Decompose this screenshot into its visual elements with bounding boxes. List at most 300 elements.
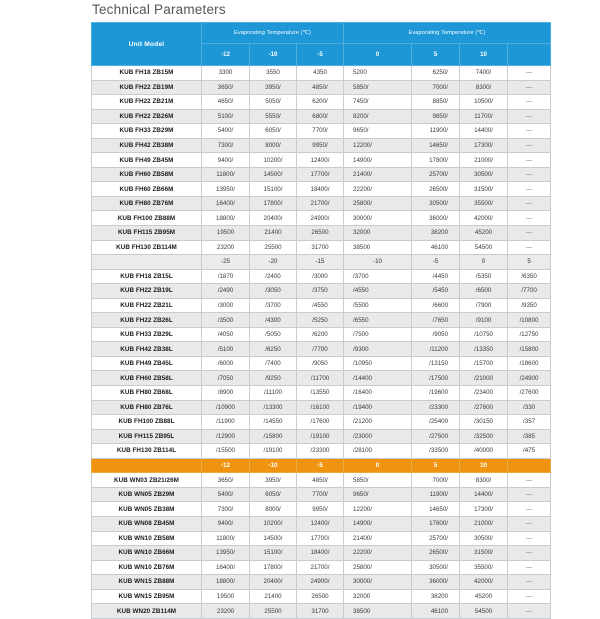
cell-value: /12750	[508, 327, 551, 342]
cell-value: 14900/	[344, 153, 412, 168]
cell-value: /475	[508, 444, 551, 459]
cell-value: /33500	[412, 444, 460, 459]
cell-value: 3950/	[250, 80, 297, 95]
cell-value: 35500/	[460, 196, 508, 211]
cell-unit-model: KUB WN15 ZB88M	[92, 575, 202, 590]
cell-value: 11800/	[202, 167, 250, 182]
cell-unit-model: KUB FH115 ZB95L	[92, 429, 202, 444]
cell-value: /9350	[508, 298, 551, 313]
header-tick-5: 10	[460, 44, 508, 66]
cell-value: 25700/	[412, 167, 460, 182]
cell-value: /6350	[508, 269, 551, 284]
cell-value: /9250	[250, 371, 297, 386]
table-row	[92, 196, 551, 211]
subheader-blank-model	[92, 255, 202, 270]
cell-value: 17800/	[412, 516, 460, 531]
table-row	[92, 589, 551, 604]
cell-unit-model: KUB WN10 ZB76M	[92, 560, 202, 575]
cell-value: 13950/	[202, 546, 250, 561]
cell-value: 42000/	[460, 575, 508, 590]
cell-unit-model: KUB FH60 ZB66M	[92, 182, 202, 197]
header-tick-4: 5	[412, 44, 460, 66]
cell-value: —	[508, 487, 551, 502]
table-row	[92, 66, 551, 81]
cell-value: /3000	[202, 298, 250, 313]
cell-value: —	[508, 124, 551, 139]
cell-value: /13300	[250, 400, 297, 415]
cell-unit-model: KUB WN15 ZB95M	[92, 589, 202, 604]
cell-value: 6050/	[250, 124, 297, 139]
table-row	[92, 560, 551, 575]
cell-unit-model: KUB WN03 ZB21/26M	[92, 473, 202, 488]
cell-value: 18400/	[297, 182, 344, 197]
cell-value: 38200	[412, 226, 460, 241]
cell-value: 22200/	[344, 546, 412, 561]
cell-value: 46100	[412, 240, 460, 255]
cell-value: /9100	[460, 313, 508, 328]
cell-value: /3000	[297, 269, 344, 284]
subheader-tick-row-orange	[92, 458, 551, 473]
cell-value: /27800	[460, 400, 508, 415]
table-row	[92, 342, 551, 357]
cell-value: 6800/	[297, 109, 344, 124]
cell-value: 25800/	[344, 196, 412, 211]
cell-value: 45200	[460, 226, 508, 241]
orange-tick-2: -5	[297, 458, 344, 473]
cell-value: 21700/	[297, 196, 344, 211]
cell-value: 45200	[460, 589, 508, 604]
cell-value: /10800	[508, 313, 551, 328]
cell-value: /9050	[412, 327, 460, 342]
cell-value: 42000/	[460, 211, 508, 226]
cell-value: 12200/	[344, 138, 412, 153]
cell-value: 23200	[202, 604, 250, 619]
cell-value: 25500	[250, 604, 297, 619]
cell-value: 7700/	[297, 487, 344, 502]
cell-unit-model: KUB FH80 ZB76L	[92, 400, 202, 415]
cell-unit-model: KUB FH22 ZB26L	[92, 313, 202, 328]
cell-value: 14400/	[460, 487, 508, 502]
cell-value: /14400	[344, 371, 412, 386]
cell-value: 17700/	[297, 167, 344, 182]
orange-tick-5: 10	[460, 458, 508, 473]
cell-value: 10500/	[460, 95, 508, 110]
table-row	[92, 502, 551, 517]
cell-value: 54500	[460, 240, 508, 255]
cell-value: —	[508, 80, 551, 95]
cell-value: 38200	[412, 589, 460, 604]
cell-value: —	[508, 516, 551, 531]
header-tick-1: -10	[250, 44, 297, 66]
cell-value: 24900/	[297, 575, 344, 590]
subheader-tick-2: -15	[297, 255, 344, 270]
cell-value: —	[508, 196, 551, 211]
cell-value: 19500	[202, 226, 250, 241]
cell-value: 30000/	[344, 575, 412, 590]
cell-value: 14400/	[460, 124, 508, 139]
cell-value: 9950/	[297, 138, 344, 153]
cell-value: /40000	[460, 444, 508, 459]
cell-value: /11700	[297, 371, 344, 386]
table-row	[92, 211, 551, 226]
cell-value: 17800/	[250, 560, 297, 575]
cell-value: /6250	[250, 342, 297, 357]
cell-value: 5100/	[202, 109, 250, 124]
cell-value: 12400/	[297, 516, 344, 531]
cell-unit-model: KUB FH100 ZB88M	[92, 211, 202, 226]
subheader-tick-5: 0	[460, 255, 508, 270]
header-group-evap-left: Evaporating Temperature (℃)	[202, 23, 344, 44]
cell-value: /15800	[508, 342, 551, 357]
cell-value: 21400/	[344, 531, 412, 546]
cell-value: 46100	[412, 604, 460, 619]
cell-value: /15800	[250, 429, 297, 444]
cell-unit-model: KUB FH18 ZB15M	[92, 66, 202, 81]
cell-value: 9950/	[297, 502, 344, 517]
cell-value: /6000	[202, 356, 250, 371]
cell-value: 9400/	[202, 153, 250, 168]
orange-tick-1: -10	[250, 458, 297, 473]
cell-value: —	[508, 211, 551, 226]
technical-parameters-table	[91, 22, 551, 619]
cell-value: 30500/	[412, 196, 460, 211]
cell-value: 4650/	[202, 95, 250, 110]
cell-value: 21700/	[297, 560, 344, 575]
cell-value: 25500	[250, 240, 297, 255]
cell-value: 21000/	[460, 153, 508, 168]
cell-unit-model: KUB FH80 ZB68L	[92, 386, 202, 401]
cell-value: 11900/	[412, 487, 460, 502]
cell-unit-model: KUB FH60 ZB58L	[92, 371, 202, 386]
cell-value: /16100	[297, 400, 344, 415]
cell-value: /13150	[412, 356, 460, 371]
cell-value: /11900	[202, 415, 250, 430]
cell-unit-model: KUB FH22 ZB21M	[92, 95, 202, 110]
table-row	[92, 516, 551, 531]
cell-value: 14650/	[412, 502, 460, 517]
header-tick-2: -5	[297, 44, 344, 66]
cell-unit-model: KUB FH130 ZB114M	[92, 240, 202, 255]
cell-value: /6550	[344, 313, 412, 328]
cell-unit-model: KUB FH100 ZB88L	[92, 415, 202, 430]
cell-value: 7300/	[202, 502, 250, 517]
cell-value: /27600	[508, 386, 551, 401]
table-row	[92, 95, 551, 110]
subheader-tick-0: -25	[202, 255, 250, 270]
cell-value: 4850/	[297, 80, 344, 95]
cell-value: /30150	[460, 415, 508, 430]
cell-value: /330	[508, 400, 551, 415]
cell-value: 20400/	[250, 211, 297, 226]
cell-unit-model: KUB FH22 ZB19L	[92, 284, 202, 299]
cell-value: /23300	[297, 444, 344, 459]
cell-value: 14500/	[250, 531, 297, 546]
cell-value: 4850/	[297, 473, 344, 488]
cell-value: 22200/	[344, 182, 412, 197]
cell-value: /6200	[297, 327, 344, 342]
cell-value: /9050	[297, 356, 344, 371]
cell-unit-model: KUB FH22 ZB21L	[92, 298, 202, 313]
table-row	[92, 269, 551, 284]
cell-value: /17500	[412, 371, 460, 386]
cell-value: /3050	[250, 284, 297, 299]
cell-unit-model: KUB FH49 ZB45M	[92, 153, 202, 168]
cell-value: 9850/	[412, 109, 460, 124]
cell-value: 9400/	[202, 516, 250, 531]
cell-value: /6500	[460, 284, 508, 299]
cell-value: —	[508, 589, 551, 604]
cell-unit-model: KUB WN05 ZB29M	[92, 487, 202, 502]
cell-value: 21400	[250, 589, 297, 604]
table-row	[92, 124, 551, 139]
cell-value: /18600	[508, 356, 551, 371]
orange-tick-4: 5	[412, 458, 460, 473]
orange-tick-3: 0	[344, 458, 412, 473]
cell-value: /25400	[412, 415, 460, 430]
cell-value: —	[508, 95, 551, 110]
cell-value: 4350	[297, 66, 344, 81]
cell-value: 5850/	[344, 473, 412, 488]
cell-unit-model: KUB FH60 ZB58M	[92, 167, 202, 182]
table-header-group-row	[92, 23, 551, 44]
cell-value: 17300/	[460, 502, 508, 517]
cell-value: —	[508, 109, 551, 124]
cell-value: /7650	[412, 313, 460, 328]
table-row	[92, 226, 551, 241]
cell-value: 25800/	[344, 560, 412, 575]
table-row	[92, 546, 551, 561]
cell-value: /7700	[508, 284, 551, 299]
table-row	[92, 473, 551, 488]
cell-value: 3550	[250, 66, 297, 81]
subheader-tick-4: -5	[412, 255, 460, 270]
cell-value: /357	[508, 415, 551, 430]
table-row	[92, 444, 551, 459]
cell-value: 3650/	[202, 473, 250, 488]
cell-unit-model: KUB FH130 ZB114L	[92, 444, 202, 459]
cell-value: /5050	[250, 327, 297, 342]
cell-value: 11800/	[202, 531, 250, 546]
cell-unit-model: KUB WN05 ZB38M	[92, 502, 202, 517]
cell-value: /8900	[202, 386, 250, 401]
cell-unit-model: KUB FH42 ZB38M	[92, 138, 202, 153]
cell-value: 7450/	[344, 95, 412, 110]
header-group-evap-right: Evaporating Temperature (℃)	[344, 23, 551, 44]
cell-value: 17700/	[297, 531, 344, 546]
cell-value: 54500	[460, 604, 508, 619]
cell-value: 31700	[297, 604, 344, 619]
cell-unit-model: KUB FH33 ZB29M	[92, 124, 202, 139]
cell-value: /10950	[344, 356, 412, 371]
cell-value: 32000	[344, 589, 412, 604]
cell-value: 8300/	[460, 80, 508, 95]
cell-value: 38500	[344, 604, 412, 619]
cell-value: /11200	[412, 342, 460, 357]
cell-value: 7000/	[412, 473, 460, 488]
cell-unit-model: KUB FH22 ZB26M	[92, 109, 202, 124]
orange-blank-model	[92, 458, 202, 473]
cell-value: 10200/	[250, 516, 297, 531]
cell-value: 15100/	[250, 546, 297, 561]
cell-value: 19500	[202, 589, 250, 604]
cell-value: 5200	[344, 66, 412, 81]
table-body	[92, 23, 551, 619]
cell-value: 8200/	[344, 109, 412, 124]
cell-value: 10200/	[250, 153, 297, 168]
cell-value: 26500/	[412, 182, 460, 197]
cell-value: /13350	[460, 342, 508, 357]
orange-tick-0: -12	[202, 458, 250, 473]
cell-value: 7700/	[297, 124, 344, 139]
cell-value: /5500	[344, 298, 412, 313]
cell-value: 26500/	[412, 546, 460, 561]
cell-value: 12400/	[297, 153, 344, 168]
cell-value: 30500/	[460, 167, 508, 182]
cell-value: 5400/	[202, 124, 250, 139]
cell-value: /23300	[412, 400, 460, 415]
cell-unit-model: KUB WN10 ZB58M	[92, 531, 202, 546]
cell-value: 35500/	[460, 560, 508, 575]
cell-value: /5350	[460, 269, 508, 284]
cell-value: 15100/	[250, 182, 297, 197]
cell-value: 20400/	[250, 575, 297, 590]
cell-value: /17600	[297, 415, 344, 430]
cell-value: /23000	[344, 429, 412, 444]
cell-value: /19100	[250, 444, 297, 459]
cell-value: 31500/	[460, 546, 508, 561]
cell-value: —	[508, 473, 551, 488]
cell-value: /2400	[250, 269, 297, 284]
cell-value: 18800/	[202, 211, 250, 226]
table-row	[92, 327, 551, 342]
cell-value: /4300	[250, 313, 297, 328]
cell-value: 36000/	[412, 211, 460, 226]
table-row	[92, 531, 551, 546]
cell-value: —	[508, 575, 551, 590]
cell-value: 21400	[250, 226, 297, 241]
cell-value: 25700/	[412, 531, 460, 546]
cell-value: 5400/	[202, 487, 250, 502]
table-row	[92, 284, 551, 299]
cell-value: /21200	[344, 415, 412, 430]
cell-value: 7000/	[412, 80, 460, 95]
cell-value: /5100	[202, 342, 250, 357]
table-row	[92, 356, 551, 371]
table-row	[92, 429, 551, 444]
cell-value: 11700/	[460, 109, 508, 124]
cell-value: 31700	[297, 240, 344, 255]
cell-value: /3700	[250, 298, 297, 313]
table-row	[92, 400, 551, 415]
cell-unit-model: KUB FH22 ZB19M	[92, 80, 202, 95]
cell-unit-model: KUB WN08 ZB45M	[92, 516, 202, 531]
cell-value: /7050	[202, 371, 250, 386]
header-tick-0: -12	[202, 44, 250, 66]
cell-value: 18400/	[297, 546, 344, 561]
cell-value: /13550	[297, 386, 344, 401]
page-title: Technical Parameters	[92, 2, 226, 17]
orange-tick-blank	[508, 458, 551, 473]
subheader-tick-6: 5	[508, 255, 551, 270]
cell-value: /6600	[412, 298, 460, 313]
cell-value: 3650/	[202, 80, 250, 95]
subheader-tick-1: -20	[250, 255, 297, 270]
cell-value: /4550	[344, 284, 412, 299]
header-unit-model: Unit Model	[92, 23, 202, 66]
cell-value: 5850/	[344, 80, 412, 95]
cell-value: 30500/	[412, 560, 460, 575]
cell-value: /21000	[460, 371, 508, 386]
cell-value: 6050/	[250, 487, 297, 502]
cell-value: 14500/	[250, 167, 297, 182]
cell-value: —	[508, 604, 551, 619]
cell-value: —	[508, 502, 551, 517]
cell-value: /10750	[460, 327, 508, 342]
cell-value: /7500	[344, 327, 412, 342]
cell-value: —	[508, 226, 551, 241]
cell-value: —	[508, 546, 551, 561]
cell-value: /10900	[202, 400, 250, 415]
cell-value: —	[508, 138, 551, 153]
cell-value: /14550	[250, 415, 297, 430]
cell-value: 8850/	[412, 95, 460, 110]
cell-value: /4450	[412, 269, 460, 284]
cell-value: 31500/	[460, 182, 508, 197]
cell-value: 8300/	[460, 473, 508, 488]
table-row	[92, 109, 551, 124]
cell-value: 30000/	[344, 211, 412, 226]
cell-unit-model: KUB FH42 ZB38L	[92, 342, 202, 357]
cell-value: /7700	[297, 342, 344, 357]
cell-value: /12900	[202, 429, 250, 444]
cell-value: —	[508, 167, 551, 182]
cell-value: 21000/	[460, 516, 508, 531]
technical-parameters-table-wrapper	[91, 22, 539, 619]
cell-unit-model: KUB FH49 ZB45L	[92, 356, 202, 371]
cell-value: 18800/	[202, 575, 250, 590]
cell-value: —	[508, 240, 551, 255]
table-row	[92, 153, 551, 168]
cell-value: 6200/	[297, 95, 344, 110]
cell-value: /385	[508, 429, 551, 444]
header-tick-blank	[508, 44, 551, 66]
cell-unit-model: KUB FH80 ZB76M	[92, 196, 202, 211]
cell-value: /27500	[412, 429, 460, 444]
cell-value: /7900	[460, 298, 508, 313]
cell-value: 13950/	[202, 182, 250, 197]
cell-value: /4050	[202, 327, 250, 342]
table-row	[92, 415, 551, 430]
cell-value: /23400	[460, 386, 508, 401]
header-tick-3: 0	[344, 44, 412, 66]
cell-value: /19100	[297, 429, 344, 444]
cell-value: /15500	[202, 444, 250, 459]
cell-value: 11900/	[412, 124, 460, 139]
table-row	[92, 80, 551, 95]
cell-value: —	[508, 153, 551, 168]
table-row	[92, 182, 551, 197]
cell-value: /2490	[202, 284, 250, 299]
cell-value: 30500/	[460, 531, 508, 546]
cell-value: 12200/	[344, 502, 412, 517]
table-row	[92, 604, 551, 619]
cell-value: 17800/	[412, 153, 460, 168]
cell-value: 16400/	[202, 560, 250, 575]
cell-value: 7300/	[202, 138, 250, 153]
cell-value: 32000	[344, 226, 412, 241]
cell-value: /19600	[412, 386, 460, 401]
cell-value: 26500	[297, 226, 344, 241]
